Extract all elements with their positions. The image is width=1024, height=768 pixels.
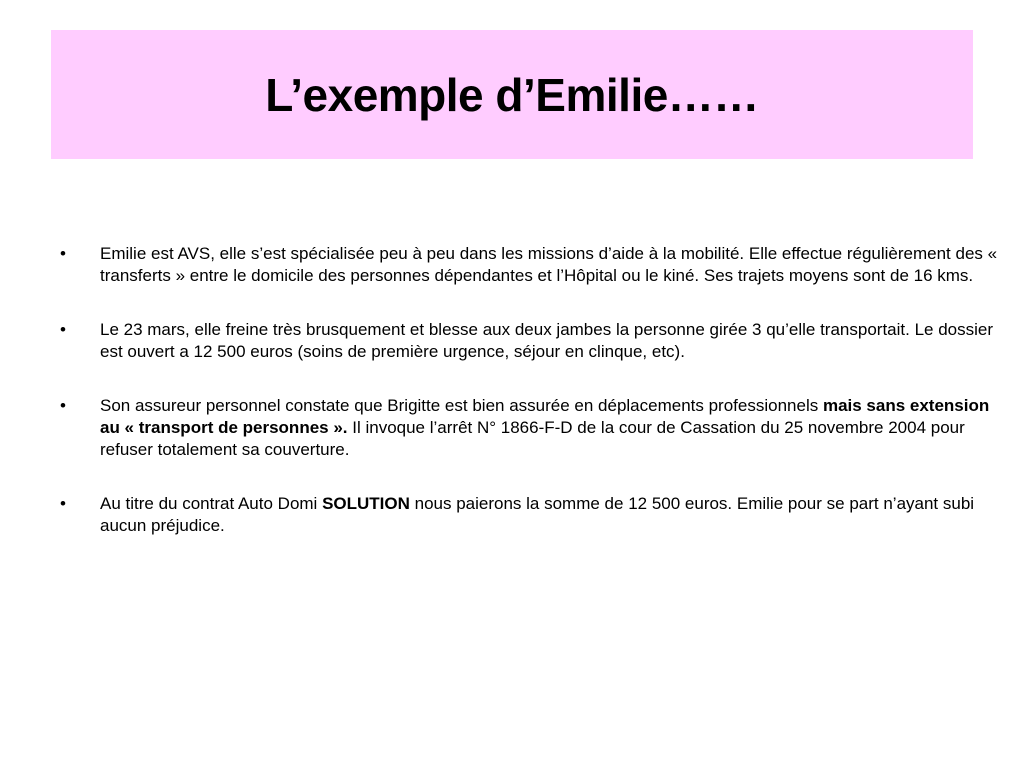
- bullet-glyph: •: [60, 494, 66, 513]
- bullet-list: [60, 243, 1000, 569]
- slide-title: L’exemple d’Emilie……: [265, 68, 759, 121]
- bullet-item-1: [60, 243, 1000, 287]
- bullet-text: [100, 396, 989, 459]
- bullet-text-part: nous paierons la somme de 12 500 euros. Emilie pour se part n’ayant subi aucun préjudice.: [100, 494, 975, 535]
- bullet-text: Le 23 mars, elle freine très brusquement et blesse aux deux jambes la personne girée 3 qu’elle transportait. Le dossier est ouvert a 12 500 euros (soins de première urgence, séjour en clinque, etc).: [100, 320, 994, 361]
- bullet-item-2: [60, 319, 1000, 363]
- bullet-text-part: Son assureur personnel constate que Brigitte est bien assurée en déplacements professionnels: [100, 396, 823, 415]
- bullet-item-3: [60, 395, 1000, 461]
- bullet-text: [100, 494, 974, 535]
- bullet-item-4: [60, 493, 1000, 537]
- title-banner: [51, 30, 973, 159]
- bullet-text: Emilie est AVS, elle s’est spécialisée peu à peu dans les missions d’aide à la mobilité. Elle effectue régulièrement des « transferts » entre le domicile des personnes dépendantes et l’Hôpital ou le kiné. Ses trajets moyens sont de 16 kms.: [100, 244, 998, 285]
- bullet-glyph: •: [60, 320, 66, 339]
- bullet-glyph: •: [60, 396, 66, 415]
- bullet-text-part: Au titre du contrat Auto Domi: [100, 494, 323, 513]
- bullet-text-bold: mais sans extension au « transport de personnes ».: [100, 396, 990, 437]
- bullet-text-part: Il invoque l’arrêt N° 1866-F-D de la cour de Cassation du 25 novembre 2004 pour refuser totalement sa couverture.: [100, 418, 965, 459]
- bullet-glyph: •: [60, 244, 66, 263]
- bullet-text-bold: SOLUTION: [322, 494, 410, 513]
